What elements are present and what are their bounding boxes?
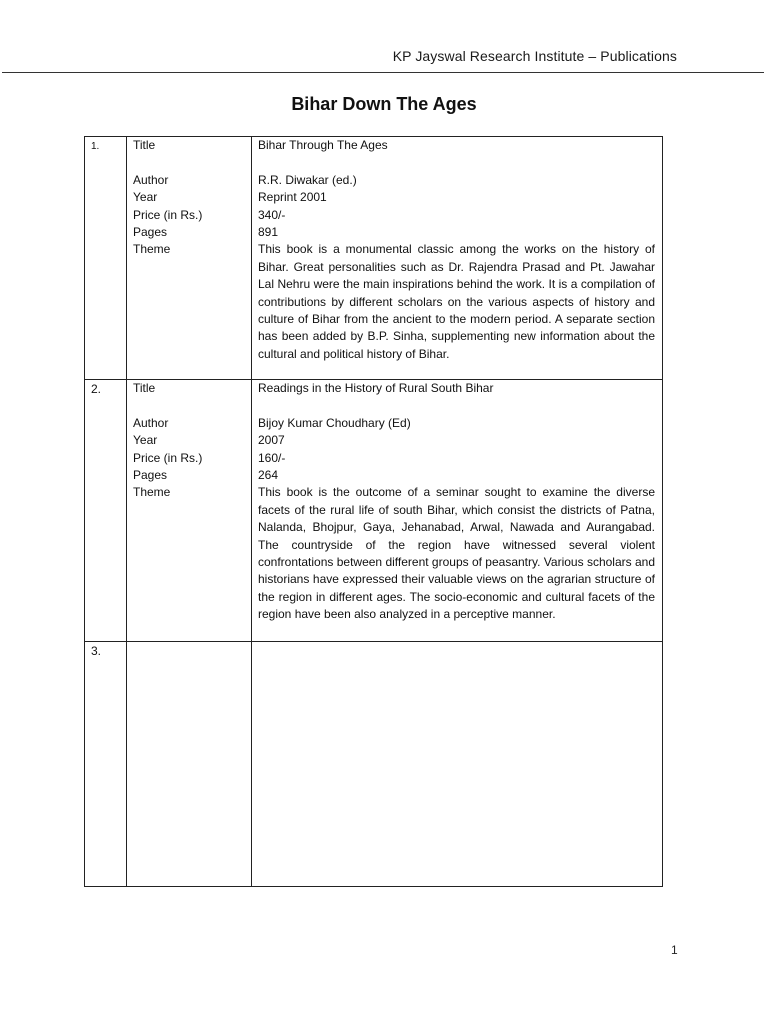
book-pages: 891 [258,225,279,240]
label-theme: Theme [133,242,171,257]
table-row [85,642,663,887]
entry-number-cell [85,642,127,887]
book-author: Bijoy Kumar Choudhary (Ed) [258,415,411,430]
book-year: Reprint 2001 [258,190,327,205]
book-year: 2007 [258,433,285,448]
label-pages: Pages [133,225,168,240]
book-author: R.R. Diwakar (ed.) [258,172,357,187]
label-year: Year [133,433,158,448]
page-number: 1 [671,943,678,957]
field-label-cell [127,380,252,642]
book-title: Readings in the History of Rural South Bihar [258,381,494,395]
label-title: Title [133,381,156,395]
book-pages: 264 [258,468,279,483]
label-author: Author [133,172,169,187]
entry-number: 3. [91,644,102,658]
field-label-cell [127,137,252,380]
header-divider [2,72,764,73]
label-price: Price (in Rs.) [133,450,203,465]
field-value-cell [252,642,663,887]
label-title: Title [133,138,156,152]
entry-number: 1. [91,141,100,152]
spacer [133,397,251,414]
entry-number-cell [85,137,127,380]
publications-table [84,136,663,887]
spacer [258,154,655,171]
spacer [133,154,251,171]
field-value-cell [252,380,663,642]
table-row [85,137,663,380]
label-theme: Theme [133,485,171,500]
spacer [258,397,655,414]
header-title: KP Jayswal Research Institute – Publications [392,48,677,64]
entry-number: 2. [91,382,102,396]
label-price: Price (in Rs.) [133,207,203,222]
entry-number-cell [85,380,127,642]
book-price: 160/- [258,450,286,465]
field-value-cell [252,137,663,380]
table-row [85,380,663,642]
book-title: Bihar Through The Ages [258,138,388,152]
book-theme: This book is the outcome of a seminar sought to examine the diverse facets of the rural life of south Bihar, which consist the districts of Patna, Nalanda, Bhojpur, Gaya, Jehanabad, Arwal, Nawada and Aurangabad. The countryside of the region have witnessed several violent confrontations between different groups of peasantry. Various scholars and historians have expressed their valuable views on the agrarian structure of the region in different ages. The socio-economic and cultural facets of the region have been also analyzed in a perceptive manner. [258,485,655,622]
label-year: Year [133,190,158,205]
book-price: 340/- [258,207,286,222]
book-theme: This book is a monumental classic among the works on the history of Bihar. Great personalities such as Dr. Rajendra Prasad and Pt. Jawahar Lal Nehru were the main inspirations behind the work. It is a compilation of contributions by different scholars on the various aspects of history and culture of Bihar from the ancient to the modern period. A separate section has been added by B.P. Sinha, supplementing new information about the cultural and political history of Bihar. [258,242,655,361]
label-pages: Pages [133,468,168,483]
field-label-cell [127,642,252,887]
label-author: Author [133,415,169,430]
document-title: Bihar Down The Ages [291,94,477,114]
